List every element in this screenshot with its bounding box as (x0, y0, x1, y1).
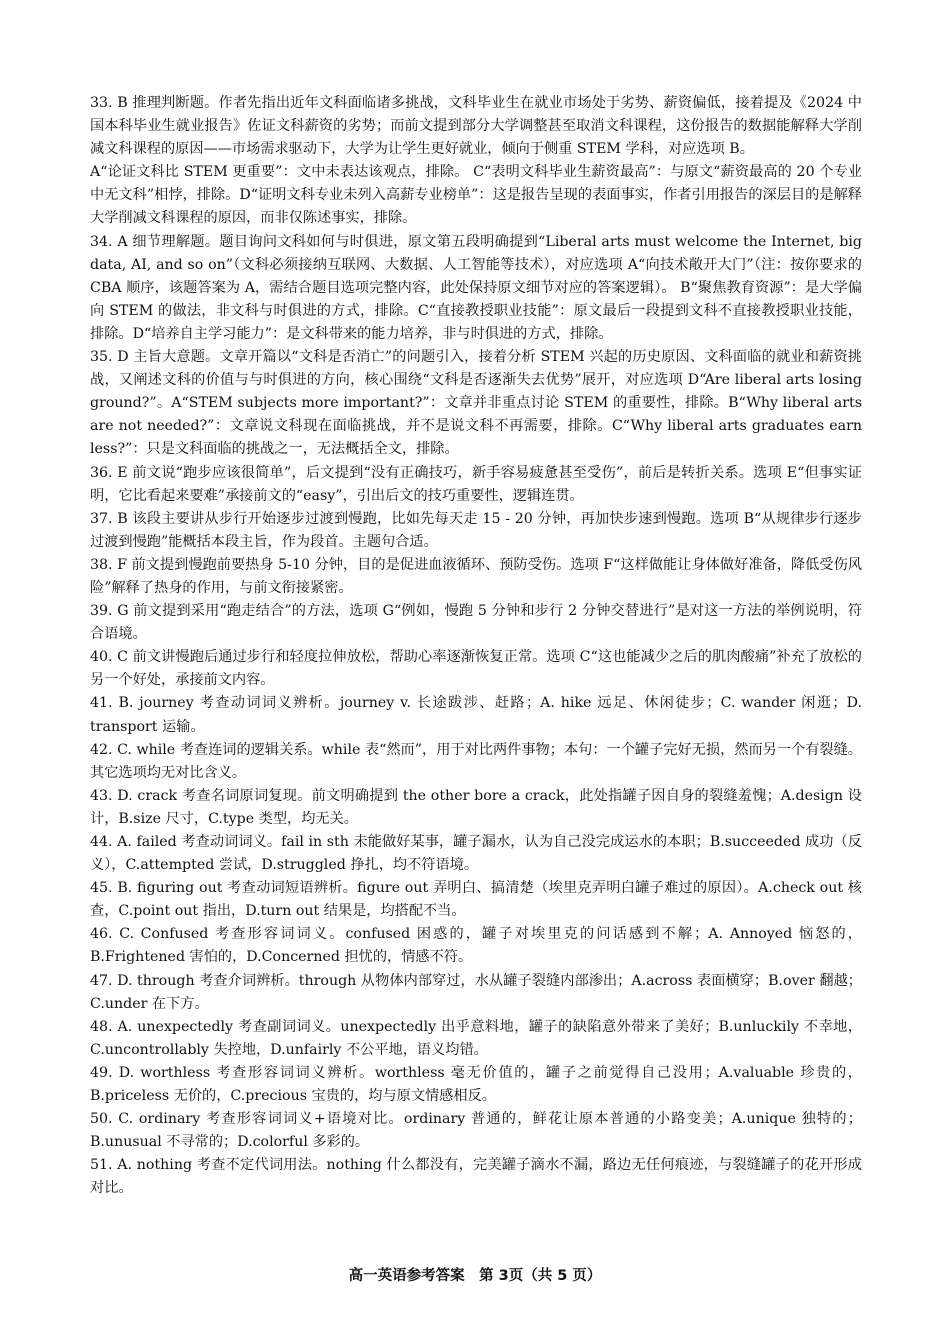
answer-35: 35. D 主旨大意题。文章开篇以“文科是否消亡”的问题引入，接着分析 STEM 兴起的历史原因、文科面临的就业和薪资挑战，又阐述文科的价值与与时俱进的方向，核心围绕“文科是否逐渐失去优势”展开，对应选项 D“Are liberal arts losing ground?”。A“STEM subjects more important?”：文章并非重点讨论 STEM 的重要性，排除。B“Why liberal arts are not needed?”：文章说文科现在面临挑战，并不是说文科不再需要，排除。C“Why liberal arts graduates earn less?”：只是文科面临的挑战之一，无法概括全文，排除。 (90, 349, 862, 458)
answer-43: 43. D. crack 考查名词原词复现。前文明确提到 the other bore a crack，此处指罐子因自身的裂缝羞愧；A.design 设计，B.size 尺寸，C.type 类型，均无关。 (90, 787, 862, 827)
answer-51: 51. A. nothing 考查不定代词用法。nothing 什么都没有，完美罐子滴水不漏，路边无任何痕迹，与裂缝罐子的花开形成对比。 (90, 1157, 862, 1197)
answer-33: 33. B 推理判断题。作者先指出近年文科面临诸多挑战，文科毕业生在就业市场处于劣势、薪资偏低，接着提及《2024 中国本科毕业生就业报告》佐证文科薪资的劣势；而前文提到部分大学调整甚至取消文科课程，这份报告的数据能解释大学削减文科课程的原因——市场需求驱动下，大学为让学生更好就业，倾向于侧重 STEM 学科，对应选项 B。 (90, 95, 862, 158)
answer-49: 49. D. worthless 考查形容词词义辨析。worthless 毫无价值的，罐子之前觉得自己没用；A.valuable 珍贵的，B.priceless 无价的，C.precious 宝贵的，均与原文情感相反。 (90, 1064, 862, 1105)
page-footer: 高一英语参考答案 第 3页（共 5 页） (348, 1268, 602, 1284)
answer-45: 45. B. figuring out 考查动词短语辨析。figure out 弄明白、搞清楚（埃里克弄明白罐子难过的原因）。A.check out 核查，C.point out 指出，D.turn out 结果是，均搭配不当。 (90, 880, 862, 920)
answer-38: 38. F 前文提到慢跑前要热身 5-10 分钟，目的是促进血液循环、预防受伤。选项 F“这样做能让身体做好准备，降低受伤风险”解释了热身的作用，与前文衔接紧密。 (90, 556, 862, 596)
answer-40: 40. C 前文讲慢跑后通过步行和轻度拉伸放松，帮助心率逐渐恢复正常。选项 C“这也能减少之后的肌肉酸痛”补充了放松的另一个好处，承接前文内容。 (90, 649, 862, 689)
answer-46: 46. C. Confused 考查形容词词义。confused 困惑的，罐子对埃里克的问话感到不解；A. Annoyed 恼怒的，B.Frightened 害怕的，D.Concerned 担忧的，情感不符。 (90, 926, 862, 966)
answer-47: 47. D. through 考查介词辨析。through 从物体内部穿过，水从罐子裂缝内部渗出；A.across 表面横穿；B.over 翻越；C.under 在下方。 (90, 972, 862, 1012)
answer-37: 37. B 该段主要讲从步行开始逐步过渡到慢跑，比如先每天走 15 - 20 分钟，再加快步速到慢跑。选项 B“从规律步行逐步过渡到慢跑”能概括本段主旨，作为段首。主题句合适。 (90, 510, 862, 550)
answer-explanations (90, 92, 862, 1201)
answer-36: 36. E 前文说“跑步应该很简单”，后文提到“没有正确技巧，新手容易疲惫甚至受伤”，前后是转折关系。选项 E“但事实证明，它比看起来要难”承接前文的“easy”，引出后文的技巧重要性，逻辑连贯。 (90, 464, 862, 504)
answer-50: 50. C. ordinary 考查形容词词义+语境对比。ordinary 普通的，鲜花让原本普通的小路变美；A.unique 独特的；B.unusual 不寻常的；D.colorful 多彩的。 (90, 1111, 862, 1151)
answer-41: 41. B. journey 考查动词词义辨析。journey v. 长途跋涉、赶路；A. hike 远足、休闲徒步；C. wander 闲逛；D. transport 运输。 (90, 695, 862, 735)
answer-48: 48. A. unexpectedly 考查副词词义。unexpectedly 出乎意料地，罐子的缺陷意外带来了美好；B.unluckily 不幸地，C.uncontrollably 失控地，D.unfairly 不公平地，语义均错。 (90, 1018, 862, 1058)
answer-39: 39. G 前文提到采用“跑走结合”的方法，选项 G“例如，慢跑 5 分钟和步行 2 分钟交替进行”是对这一方法的举例说明，符合语境。 (90, 603, 862, 643)
answer-42: 42. C. while 考查连词的逻辑关系。while 表“然而”，用于对比两件事物；本句：一个罐子完好无损，然而另一个有裂缝。其它选项均无对比含义。 (90, 741, 862, 781)
answer-44: 44. A. failed 考查动词词义。fail in sth 未能做好某事，罐子漏水，认为自己没完成运水的本职；B.succeeded 成功（反义），C.attempted 尝试，D.struggled 挣扎，均不符语境。 (90, 834, 862, 874)
answer-33-options: A“论证文科比 STEM 更重要”：文中未表达该观点，排除。 C“表明文科毕业生薪资最高”：与原文“薪资最高的 20 个专业中无文科”相悖，排除。D“证明文科专业未列入高薪专业榜单”：这是报告呈现的表面事实，作者引用报告的深层目的是解释大学削减文科课程的原因，而非仅陈述事实，排除。 (90, 164, 862, 227)
answer-34: 34. A 细节理解题。题目询问文科如何与时俱进，原文第五段明确提到“Liberal arts must welcome the Internet, big data, AI, and so on”（文科必须接纳互联网、大数据、人工智能等技术），对应选项 A“向技术敞开大门”（注：按你要求的 CBA 顺序，该题答案为 A，需结合题目选项完整内容，此处保持原文细节对应的答案逻辑）。 B“聚焦教育资源”：是大学偏向 STEM 的做法，非文科与时俱进的方式，排除。C“直接教授职业技能”：原文最后一段提到文科不直接教授职业技能，排除。D“培养自主学习能力”：是文科带来的能力培养，非与时俱进的方式，排除。 (90, 233, 862, 342)
